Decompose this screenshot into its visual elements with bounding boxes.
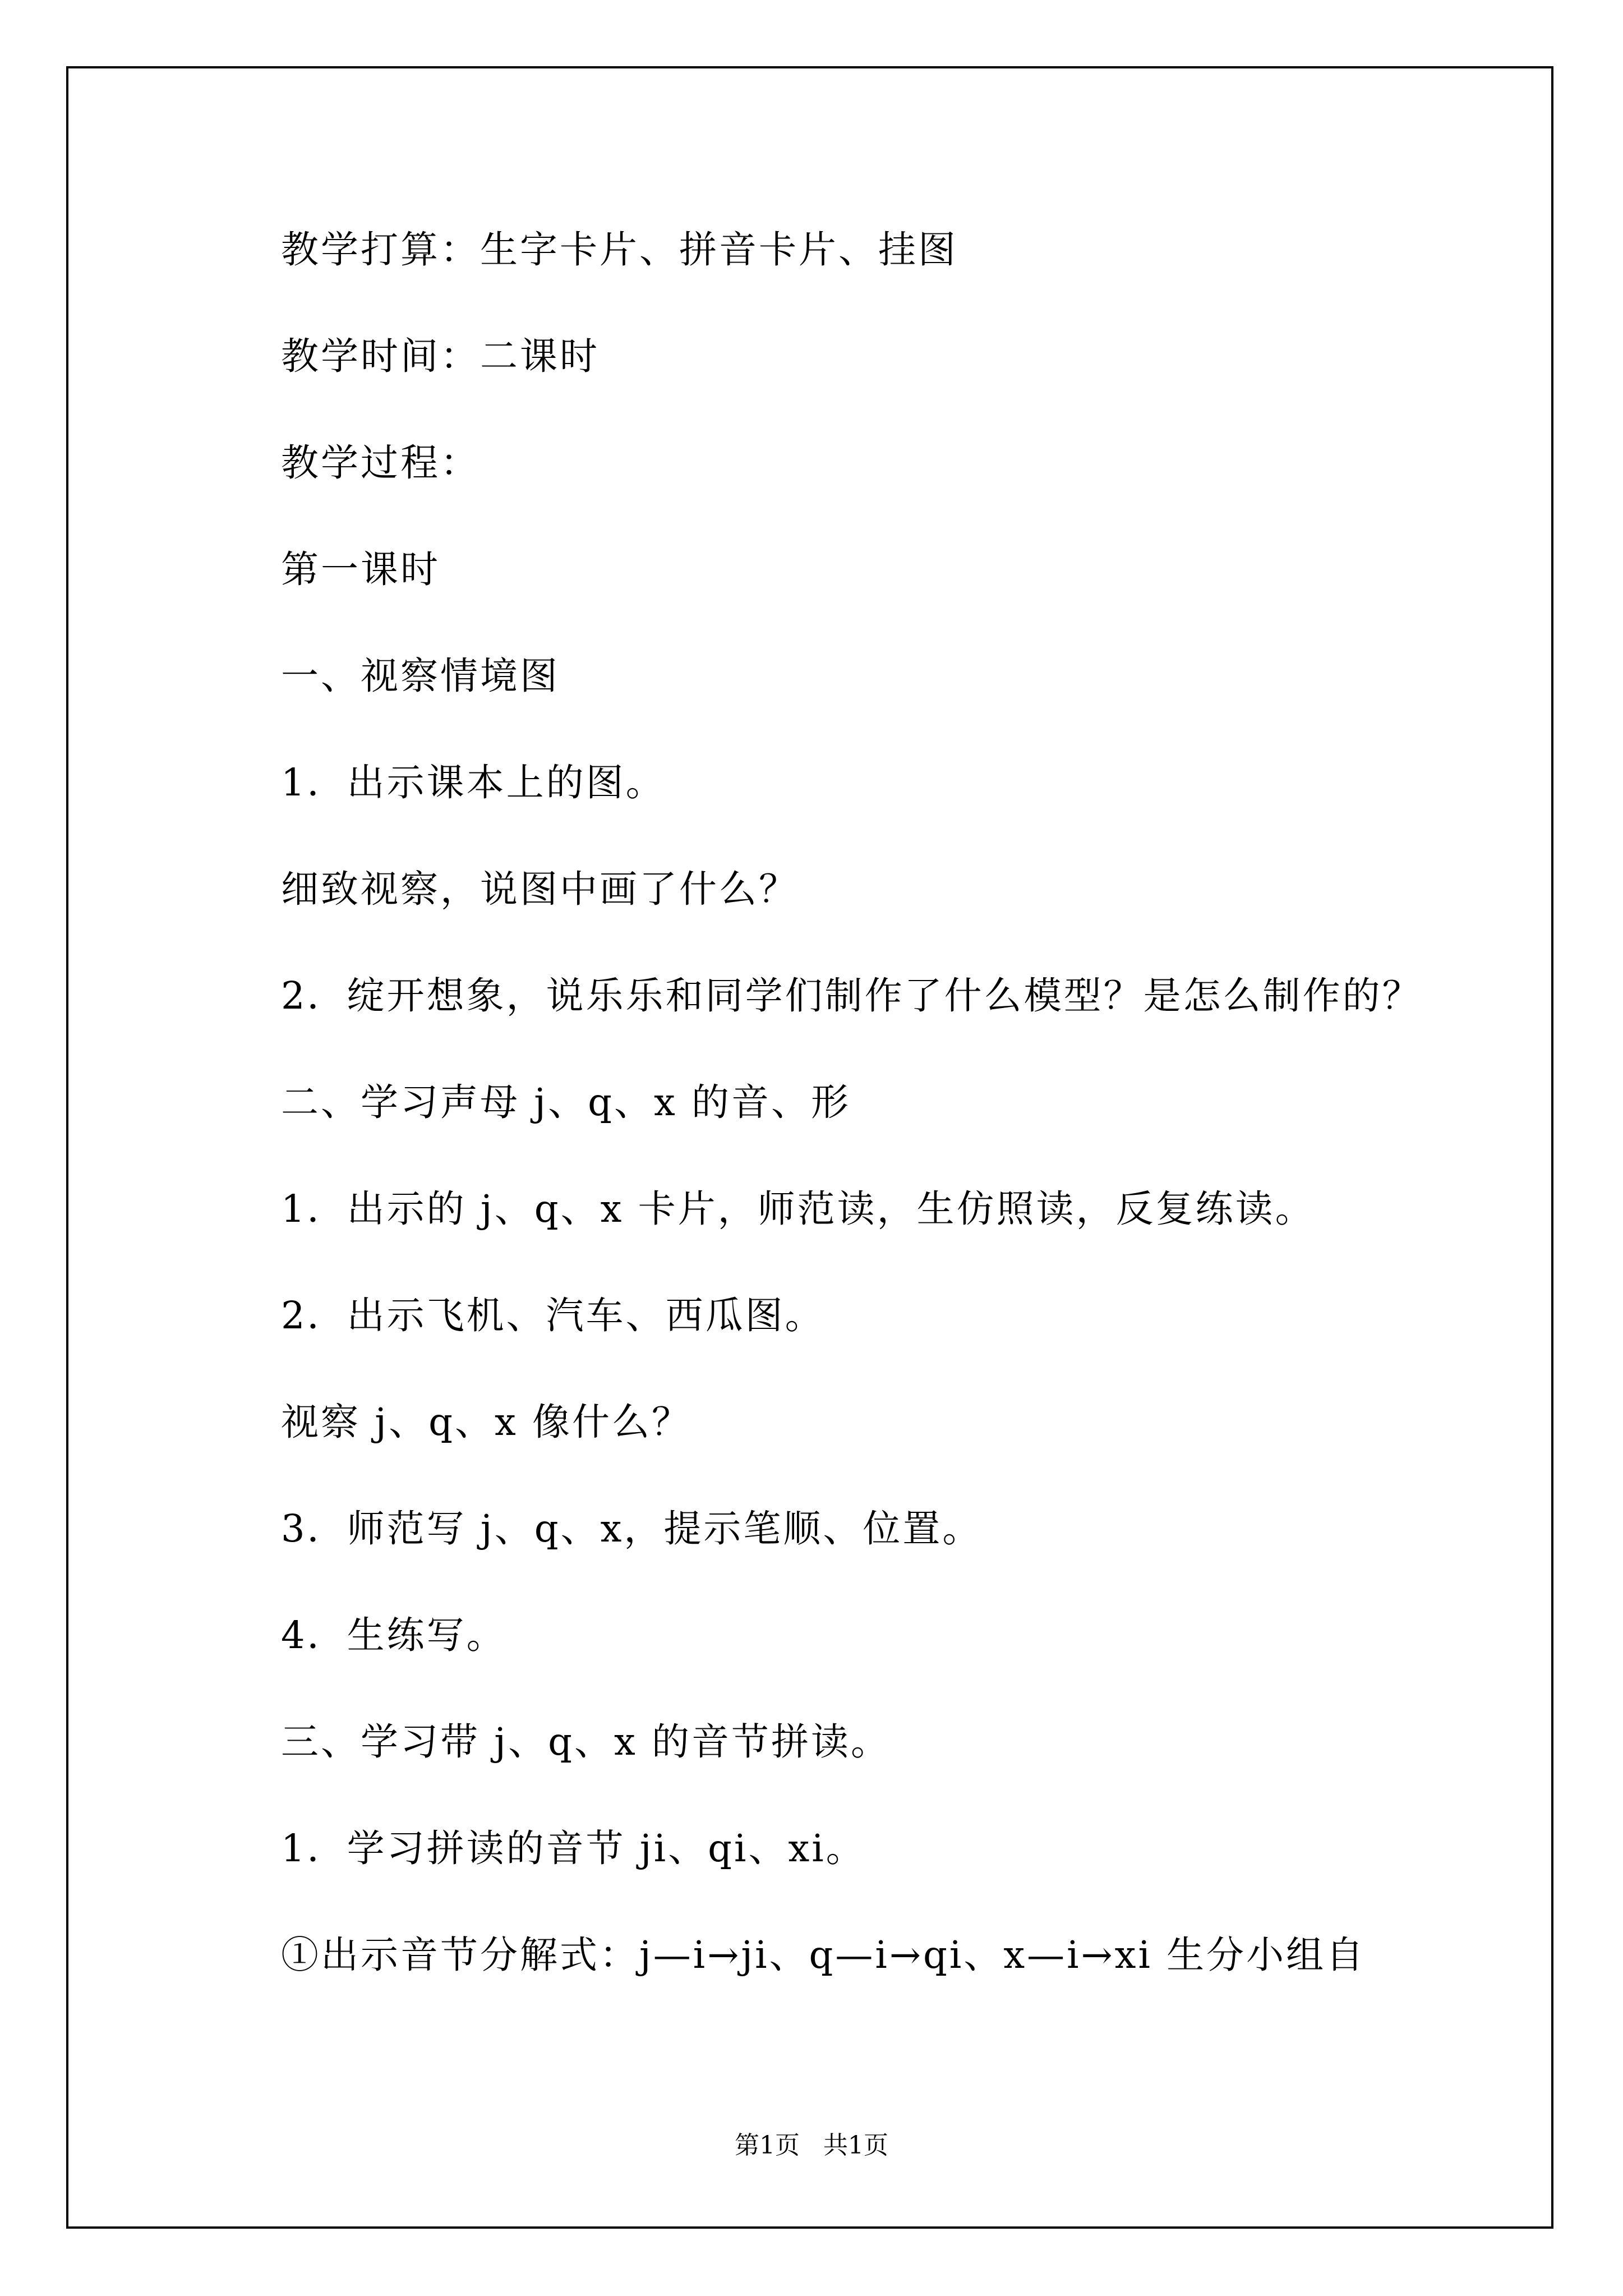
text-line: 3．师范写 j、q、x，提示笔顺、位置。 bbox=[281, 1507, 983, 1550]
text-line: 1．出示的 j、q、x 卡片，师范读，生仿照读，反复练读。 bbox=[281, 1187, 1315, 1231]
text-line: 1．出示课本上的图。 bbox=[281, 761, 666, 804]
text-line: 一、视察情境图 bbox=[281, 654, 560, 698]
text-line: 视察 j、q、x 像什么？ bbox=[281, 1400, 692, 1444]
text-line: 第一课时 bbox=[281, 547, 440, 591]
text-line: 教学时间：二课时 bbox=[281, 334, 600, 378]
text-line: 4．生练写。 bbox=[281, 1613, 506, 1657]
page-footer: 第1页 共1页 bbox=[735, 2131, 888, 2160]
text-line: 二、学习声母 j、q、x 的音、形 bbox=[281, 1080, 851, 1124]
text-line: ①出示音节分解式：j—i→ji、q—i→qi、x—i→xi 生分小组自 bbox=[281, 1933, 1366, 1977]
text-line: 1．学习拼读的音节 ji、qi、xi。 bbox=[281, 1826, 866, 1870]
page-border bbox=[66, 66, 1553, 2229]
text-line: 2．绽开想象，说乐乐和同学们制作了什么模型？是怎么制作的？ bbox=[281, 974, 1422, 1018]
text-line: 2．出示飞机、汽车、西瓜图。 bbox=[281, 1294, 825, 1337]
text-line: 教学打算：生字卡片、拼音卡片、挂图 bbox=[281, 228, 958, 272]
text-line: 教学过程： bbox=[281, 441, 480, 485]
text-line: 三、学习带 j、q、x 的音节拼读。 bbox=[281, 1720, 891, 1764]
text-line: 细致视察，说图中画了什么？ bbox=[281, 867, 799, 911]
